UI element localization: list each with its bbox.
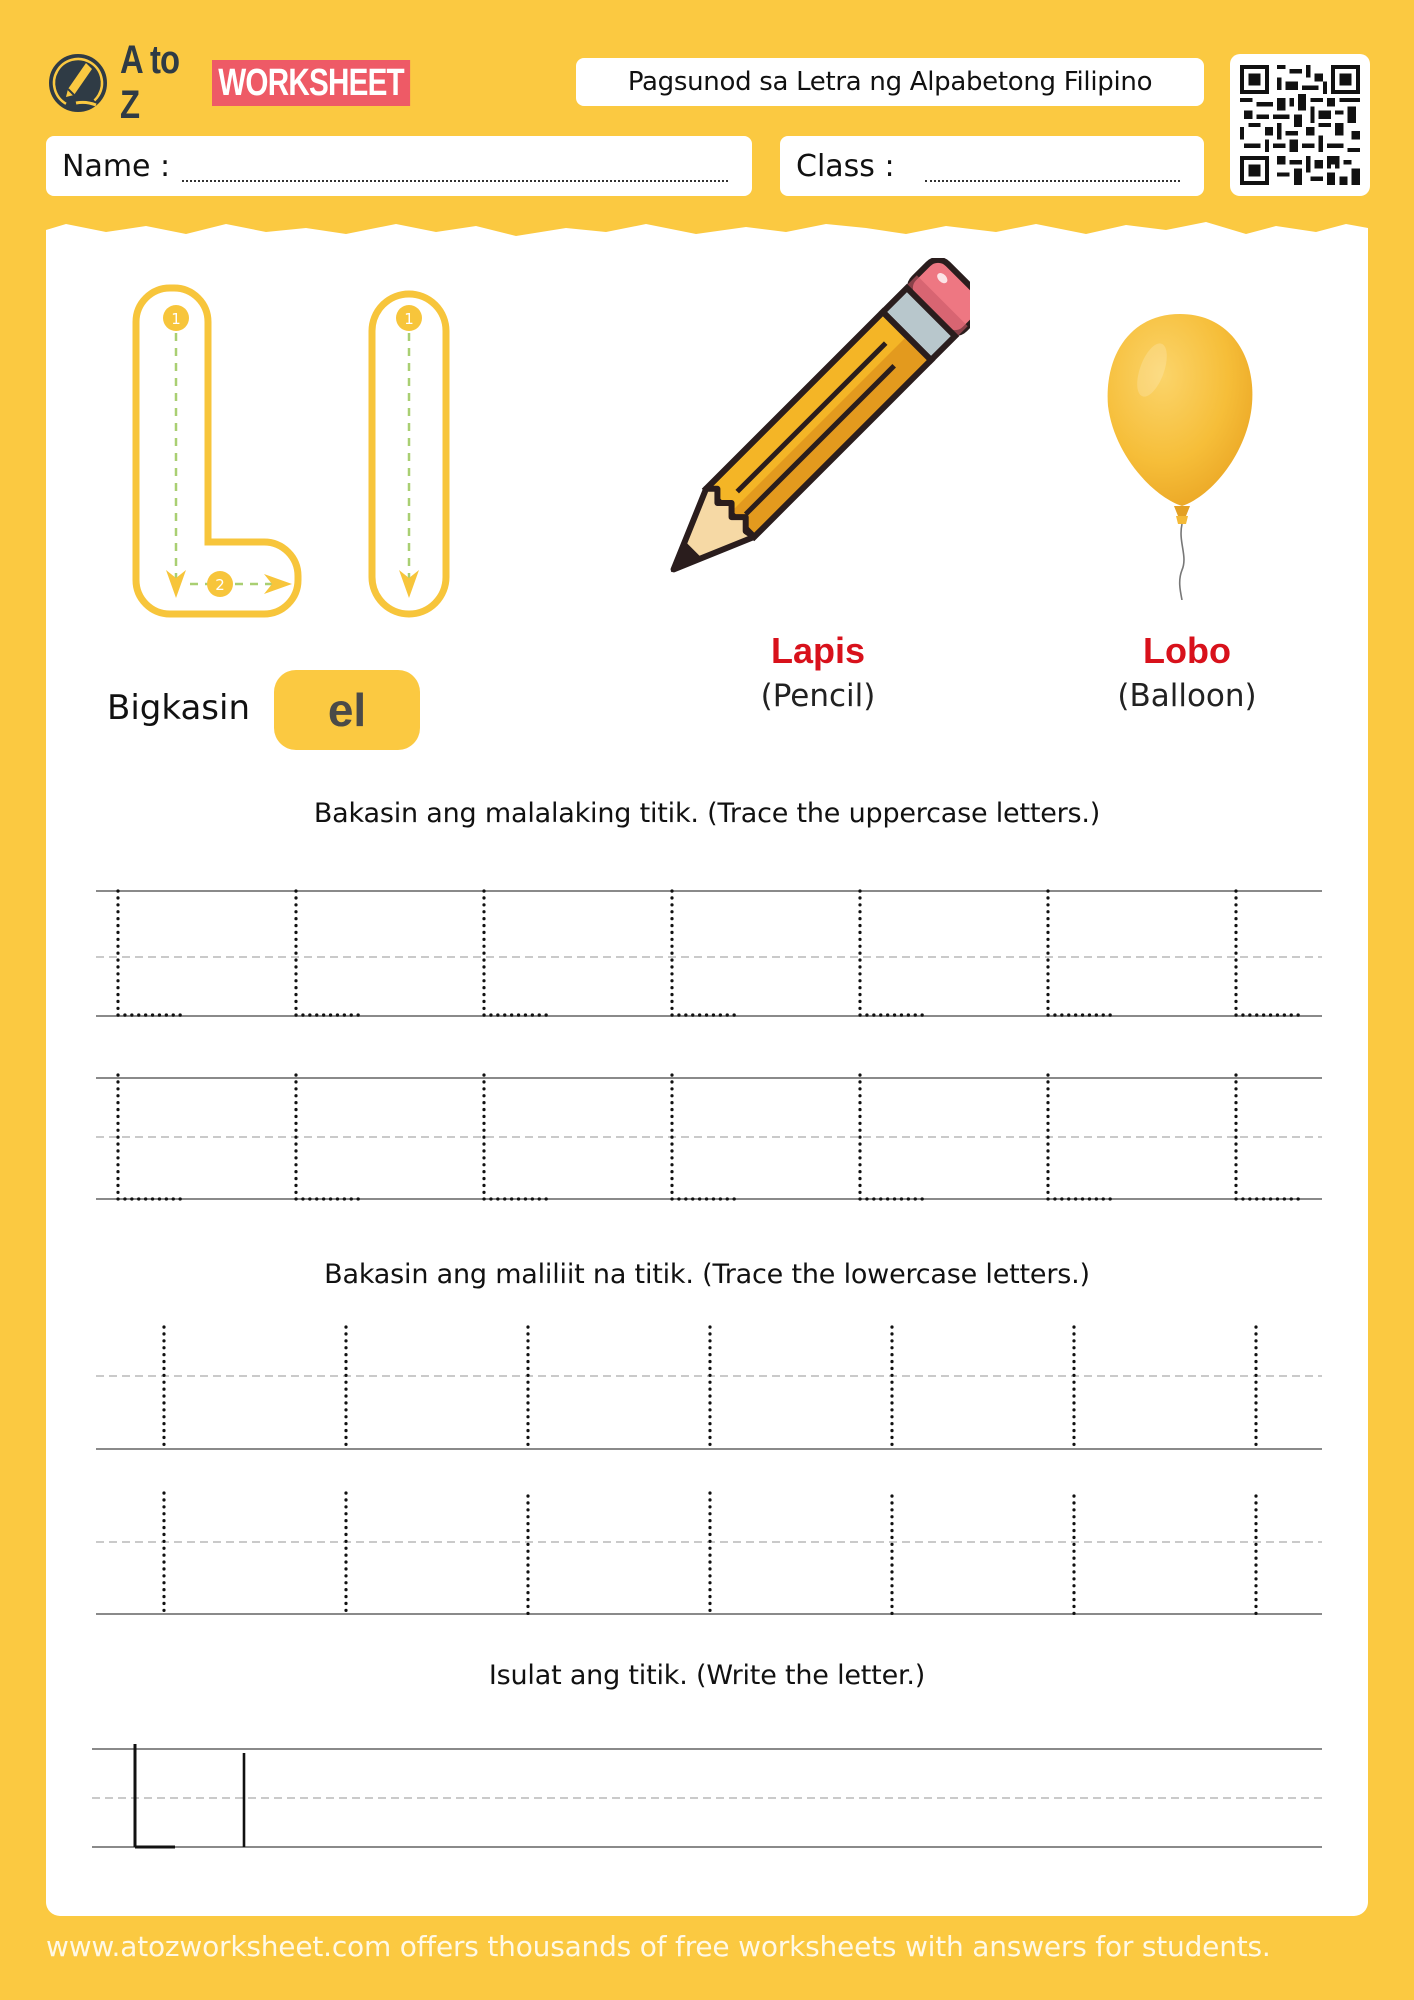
pen-nib-logo-icon [46,51,110,115]
lowercase-row-2 [96,1493,1322,1618]
lowercase-l-stroke-1-arrow [396,305,422,598]
example-uppercase-l [135,1744,175,1847]
picture-translation-balloon: (Balloon) [1117,678,1257,714]
class-label: Class : [796,148,895,184]
pencil-icon [660,258,970,598]
write-instruction: Isulat ang titik. (Write the letter.) [488,1660,926,1691]
uppercase-tracing-area[interactable] [96,880,1322,1210]
uppercase-row-1 [96,891,1322,1016]
qr-code-icon [1240,64,1360,186]
brand-logo [46,38,466,127]
logo-highlight: WORKSHEET [212,60,410,106]
write-area[interactable] [92,1740,1322,1860]
lowercase-tracing-lines [96,1320,1322,1620]
brush-edge-decoration [46,210,1368,240]
uppercase-row-2 [96,1075,1322,1199]
name-label: Name : [62,148,171,184]
qr-code[interactable] [1230,54,1370,196]
uppercase-tracing-lines [96,880,1322,1210]
class-input-line[interactable] [925,180,1180,182]
uppercase-instruction: Bakasin ang malalaking titik. (Trace the uppercase letters.) [313,798,1101,829]
name-input-line[interactable] [182,180,728,182]
picture-translation-pencil: (Pencil) [760,678,876,714]
uppercase-l-stroke-2-arrow [190,571,292,597]
balloon-icon [1100,310,1260,600]
class-field[interactable] [780,136,1204,196]
worksheet-title: Pagsunod sa Letra ng Alpabetong Filipino [576,58,1204,106]
logo-text: A to Z [120,38,180,127]
pronunciation-badge: el [274,670,420,750]
svg-text:2: 2 [215,576,225,594]
uppercase-l-stroke-1-arrow [163,305,189,598]
footer-text[interactable]: www.atozworksheet.com offers thousands of free worksheets with answers for students. [46,1930,1271,1963]
svg-text:1: 1 [404,310,414,328]
picture-word-lapis: Lapis [770,630,866,671]
pronunciation-label: Bigkasin [107,688,250,728]
letter-stroke-guide [130,280,460,630]
lowercase-tracing-area[interactable] [96,1320,1322,1620]
picture-word-lobo: Lobo [1143,630,1231,671]
write-lines [92,1740,1322,1860]
lowercase-row-1 [96,1327,1322,1449]
name-field[interactable] [46,136,752,196]
uppercase-l-outline [136,288,298,614]
lowercase-instruction: Bakasin ang maliliit na titik. (Trace the lowercase letters.) [324,1259,1090,1290]
svg-text:1: 1 [171,310,181,328]
